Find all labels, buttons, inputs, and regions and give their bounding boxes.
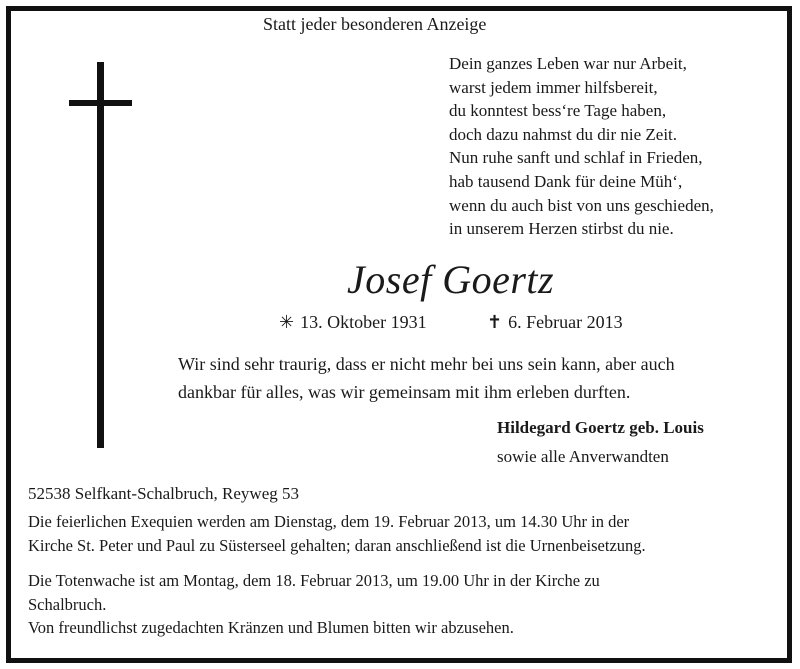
paragraph-line: Kirche St. Peter und Paul zu Süsterseel gehalten; daran anschließend ist die Urnenbeisetzung. <box>28 536 646 555</box>
poem-line: Dein ganzes Leben war nur Arbeit, <box>449 54 687 73</box>
poem-line: wenn du auch bist von uns geschieden, <box>449 195 714 215</box>
funeral-service-paragraph <box>28 510 646 558</box>
poem-line: doch dazu nahmst du dir nie Zeit. <box>449 124 678 144</box>
cross-icon <box>97 62 104 448</box>
poem-line: warst jedem immer hilfsbereit, <box>449 77 658 97</box>
birth-date-text: 13. Oktober 1931 <box>300 312 427 332</box>
poem-line: in unserem Herzen stirbst du nie. <box>449 219 674 239</box>
birth-date <box>279 312 427 333</box>
birth-star-icon: ✳ <box>279 312 295 332</box>
relatives-line: sowie alle Anverwandten <box>497 447 669 466</box>
message-line: Wir sind sehr traurig, dass er nicht mehr bei uns sein kann, aber auch <box>178 354 675 374</box>
message <box>178 350 675 406</box>
death-cross-icon: ✝ <box>487 312 503 332</box>
deceased-name: Josef Goertz <box>347 257 555 302</box>
address: 52538 Selfkant-Schalbruch, Reyweg 53 <box>28 484 299 503</box>
poem <box>449 52 714 241</box>
paragraph-line: Die feierlichen Exequien werden am Dienstag, dem 19. Februar 2013, um 14.30 Uhr in der <box>28 512 630 531</box>
poem-line: Nun ruhe sanft und schlaf in Frieden, <box>449 148 703 168</box>
poem-line: hab tausend Dank für deine Müh‘, <box>449 171 683 191</box>
header-line: Statt jeder besonderen Anzeige <box>263 14 487 34</box>
signer-name: Hildegard Goertz geb. Louis <box>497 418 704 437</box>
message-line: dankbar für alles, was wir gemeinsam mit ihm erleben durften. <box>178 382 631 402</box>
paragraph-line: Die Totenwache ist am Montag, dem 18. Februar 2013, um 19.00 Uhr in der Kirche zu <box>28 571 600 590</box>
paragraph-line: Schalbruch. <box>28 595 107 614</box>
poem-line: du konntest bess‘re Tage haben, <box>449 101 667 121</box>
death-date-text: 6. Februar 2013 <box>508 312 623 332</box>
wake-paragraph <box>28 569 600 617</box>
cross-icon-bar <box>69 100 132 106</box>
death-date <box>487 312 623 333</box>
flowers-paragraph: Von freundlichst zugedachten Kränzen und Blumen bitten wir abzusehen. <box>28 618 514 637</box>
